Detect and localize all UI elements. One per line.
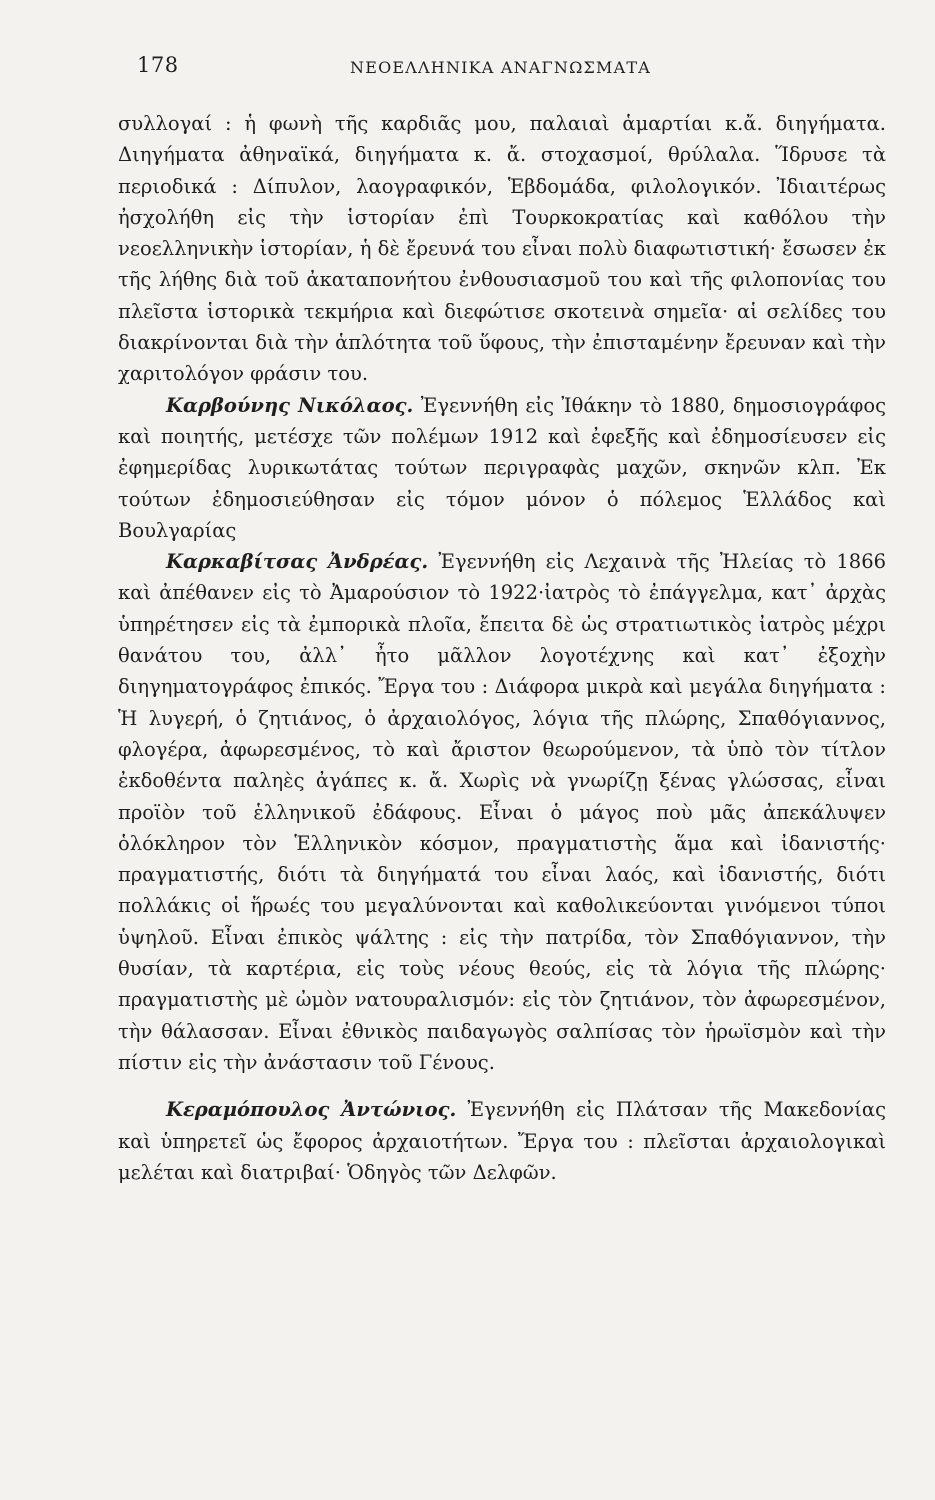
entry-text: Ἐγεννήθη εἰς Λεχαινὰ τῆς Ἠλείας τὸ 1866 καὶ ἀπέθανεν εἰς τὸ Ἀμαρούσιον τὸ 1922·ἰατρὸς τὸ ἐπάγγελμα, κατ᾽ ἀρχὰς ὑπηρέτησεν εἰς τὰ ἐμπορικὰ πλοῖα, ἔπειτα δὲ ὡς στρατιωτικὸς ἰατρὸς μέχρι θανάτου του, ἀλλ᾽ ἦτο μᾶλλον λογοτέχνης καὶ κατ᾽ ἐξοχὴν διηγηματογράφος ἐπικός. Ἔργα του : Διάφορα μικρὰ καὶ μεγάλα διηγήματα : Ἡ λυγερή, ὁ ζητιάνος, ὁ ἀρχαιολόγος, λόγια τῆς πλώρης, Σπαθόγιαννος, φλογέρα, ἀφωρεσμένος, τὸ καὶ ἄριστον θεωρούμενον, τὰ ὑπὸ τὸν τίτλον ἐκδοθέντα παληὲς ἀγάπες κ. ἄ. Χωρὶς νὰ γνωρίζῃ ξένας γλώσσας, εἶναι προϊὸν τοῦ ἑλληνικοῦ ἐδάφους. Εἶναι ὁ μάγος ποὺ μᾶς ἀπεκάλυψεν ὁλόκληρον τὸν Ἑλληνικὸν κόσμον, πραγματιστὴς ἅμα καὶ ἰδανιστής· πραγματιστής, διότι τὰ διηγήματά του εἶναι λαός, καὶ ἰδανιστής, διότι πολλάκις οἱ ἥρωές του μεγαλύνονται καὶ καθολικεύονται γινόμενοι τύποι ὑψηλοῦ. Εἶναι ἐπικὸς ψάλτης : εἰς τὴν πατρίδα, τὸν Σπαθόγιαννον, τὴν θυσίαν, τὰ καρτέρια, εἰς τοὺς νέους θεούς, εἰς τὰ λόγια τῆς πλώρης· πραγματιστὴς μὲ ὠμὸν νατουραλισμόν: εἰς τὸν ζητιάνον, τὸν ἀφωρεσμένον, τὴν θάλασσαν. Εἶναι ἐθνικὸς παιδαγωγὸς σαλπίσας τὸν ἡρωϊσμὸν καὶ τὴν πίστιν εἰς τὴν ἀνάστασιν τοῦ Γένους.	[118, 550, 887, 1074]
running-title: ΝΕΟΕΛΛΗΝΙΚΑ ΑΝΑΓΝΩΣΜΑΤΑ	[350, 58, 652, 77]
page-number: 178	[137, 53, 179, 77]
entry-name: Καρκαβίτσας Ἀνδρέας.	[166, 550, 429, 574]
entry-karkavitsas	[118, 546, 886, 1078]
continuation-paragraph: συλλογαί : ἡ φωνὴ τῆς καρδιᾶς μου, παλαιαὶ ἁμαρτίαι κ.ἄ. διηγήματα. Διηγήματα ἀθηναϊκά, διηγήματα κ. ἄ. στοχασμοί, θρύλαλα. Ἵδρυσε τὰ περιοδικά : Δίπυλον, λαογραφικόν, Ἑβδομάδα, φιλολογικόν. Ἰδιαιτέρως ἠσχολήθη εἰς τὴν ἱστορίαν ἐπὶ Τουρκοκρατίας καὶ καθόλου τὴν νεοελληνικὴν ἱστορίαν, ἡ δὲ ἔρευνά του εἶναι πολὺ διαφωτιστική· ἔσωσεν ἐκ τῆς λήθης διὰ τοῦ ἀκαταπονήτου ἐνθουσιασμοῦ του καὶ τῆς φιλοπονίας του πλεῖστα ἱστορικὰ τεκμήρια καὶ διεφώτισε σκοτεινὰ σημεῖα· αἱ σελίδες του διακρίνονται διὰ τὴν ἁπλότητα τοῦ ὕφους, τὴν ἐπισταμένην ἔρευναν καὶ τὴν χαριτολόγον φράσιν του.	[118, 112, 886, 386]
entry-text: Ἐγεννήθη εἰς Πλάτσαν τῆς Μακεδονίας καὶ ὑπηρετεῖ ὡς ἔφορος ἀρχαιοτήτων. Ἔργα του : πλεῖσται ἀρχαιολογικαὶ μελέται καὶ διατριβαί· Ὁδηγὸς τῶν Δελφῶν.	[118, 1098, 886, 1184]
entry-karvounis	[118, 390, 886, 546]
entry-text: Ἐγεννήθη εἰς Ἰθάκην τὸ 1880, δημοσιογράφος καὶ ποιητής, μετέσχε τῶν πολέμων 1912 καὶ ἐφεξῆς καὶ ἐδημοσίευσεν εἰς ἐφημερίδας λυρικωτάτας τούτων περιγραφὰς μαχῶν, σκηνῶν κλπ. Ἐκ τούτων ἐδημοσιεύθησαν εἰς τόμον μόνον ὁ πόλεμος Ἑλλάδος καὶ Βουλγαρίας	[118, 393, 886, 542]
entry-name: Καρβούνης Νικόλαος.	[166, 393, 414, 417]
entry-keramopoulos	[118, 1094, 886, 1188]
body-text	[118, 108, 886, 1188]
entry-gap	[118, 1078, 886, 1094]
entry-name: Κεραμόπουλος Ἀντώνιος.	[166, 1098, 457, 1122]
